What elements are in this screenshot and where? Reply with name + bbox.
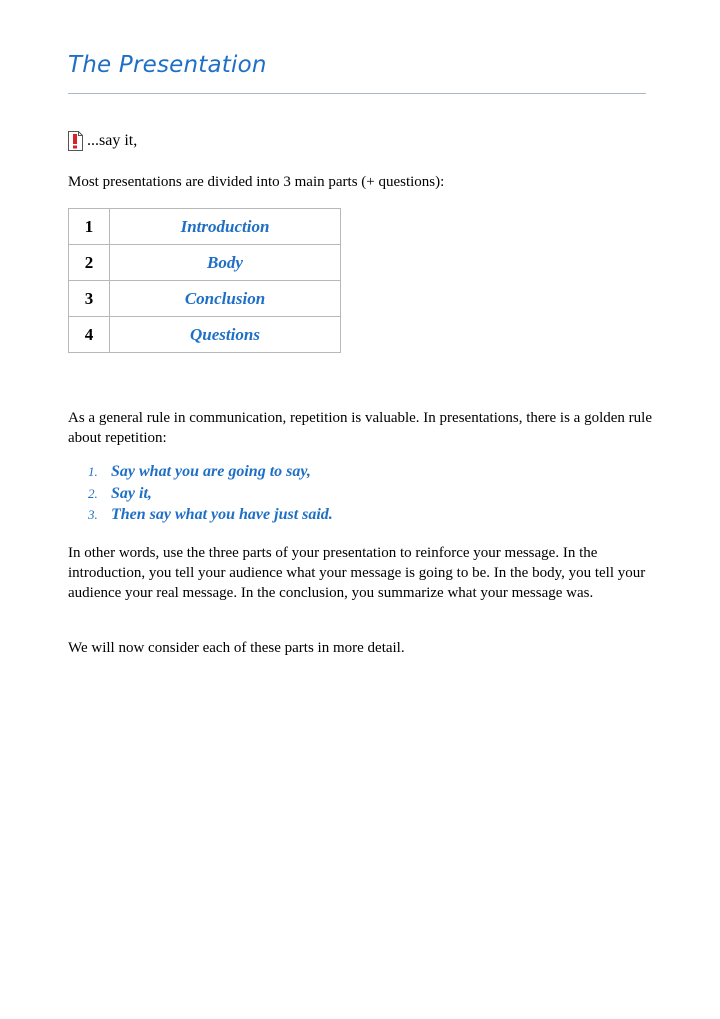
part-number: 4 — [69, 317, 110, 353]
list-item-text: Then say what you have just said. — [111, 506, 333, 523]
table-row — [69, 317, 341, 353]
intro-paragraph: Most presentations are divided into 3 main parts (+ questions): — [68, 174, 445, 190]
explanation-paragraph: In other words, use the three parts of your presentation to reinforce your message. In the introduction, you tell your audience what your message is going to be. In the body, you tell your audience your real message. In the conclusion, you summarize what your message was. — [68, 545, 646, 601]
list-marker: 3. — [88, 507, 98, 522]
part-number: 3 — [69, 281, 110, 317]
list-marker: 1. — [88, 464, 98, 479]
say-it-text: ...say it, — [87, 132, 138, 149]
title-divider — [68, 93, 646, 94]
part-number: 1 — [69, 209, 110, 245]
part-label: Introduction — [110, 209, 341, 245]
part-label: Body — [110, 245, 341, 281]
list-marker: 2. — [88, 485, 98, 501]
golden-rule-list — [88, 463, 333, 528]
table-row — [69, 245, 341, 281]
list-item-text: Say it, — [111, 484, 152, 502]
list-item-text: Say what you are going to say, — [111, 463, 311, 480]
repetition-paragraph: As a general rule in communication, repetition is valuable. In presentations, there is a golden rule about repetition: — [68, 410, 652, 446]
list-item — [88, 463, 333, 485]
part-label: Questions — [110, 317, 341, 353]
table-row — [69, 281, 341, 317]
closing-paragraph: We will now consider each of these parts in more detail. — [68, 640, 405, 656]
list-item — [88, 506, 333, 528]
table-row — [69, 209, 341, 245]
part-number: 2 — [69, 245, 110, 281]
list-item — [88, 485, 333, 507]
page-title: The Presentation — [68, 52, 267, 78]
say-it-line — [68, 130, 137, 152]
warning-note-icon — [68, 131, 83, 151]
part-label: Conclusion — [110, 281, 341, 317]
presentation-parts-table — [68, 208, 341, 353]
